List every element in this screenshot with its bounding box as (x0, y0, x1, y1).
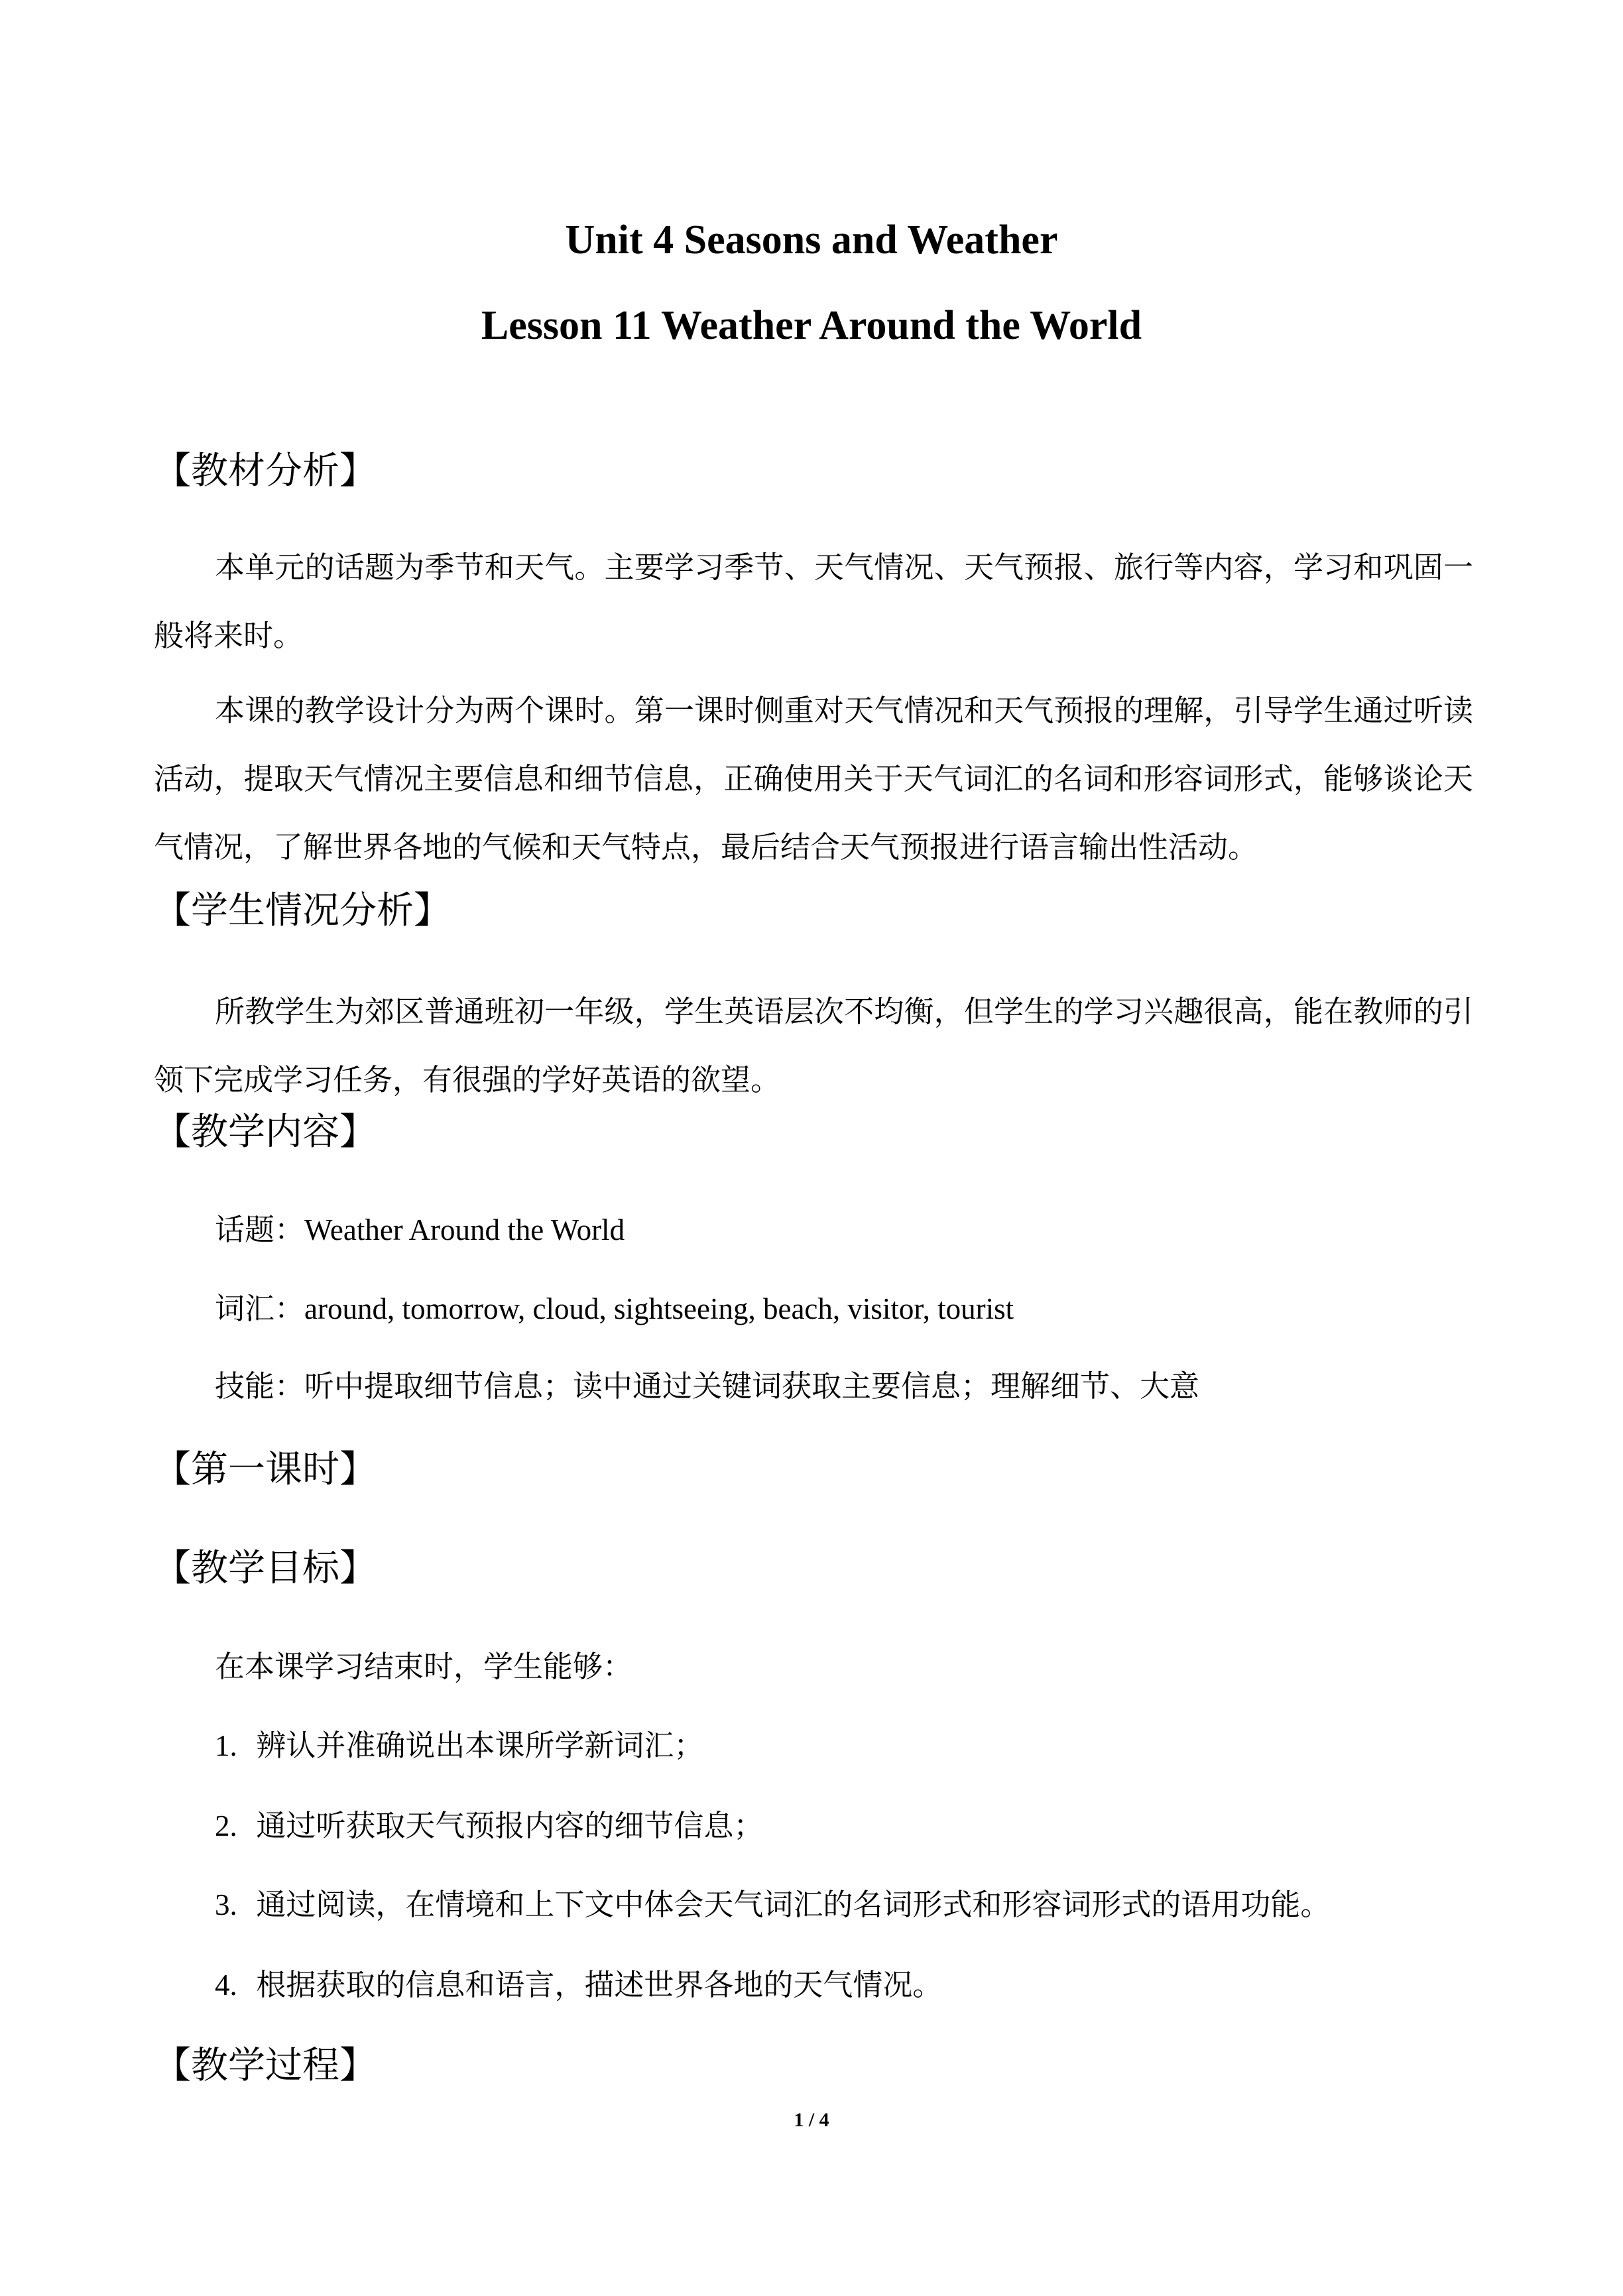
objective-item (215, 1882, 1330, 1928)
lesson-title: Lesson 11 Weather Around the World (481, 303, 1142, 348)
heading-first-period: 【第一课时】 (154, 1448, 377, 1491)
page-number: 1 / 4 (794, 2109, 829, 2131)
topic-label: 话题： (215, 1212, 305, 1247)
material-analysis-paragraph-1: 本单元的话题为季节和天气。主要学习季节、天气情况、天气预报、旅行等内容，学习和巩固一般将来时。 (154, 550, 1473, 653)
heading-teaching-objectives: 【教学目标】 (154, 1547, 377, 1590)
objective-number: 1. (215, 1729, 237, 1762)
skills-value: 听中提取细节信息；读中通过关键词获取主要信息；理解细节、大意 (304, 1368, 1200, 1404)
topic-value: Weather Around the World (304, 1213, 625, 1246)
objective-number: 2. (215, 1809, 237, 1843)
vocabulary-line (215, 1286, 1014, 1332)
unit-title: Unit 4 Seasons and Weather (565, 217, 1058, 263)
heading-teaching-content: 【教学内容】 (154, 1111, 377, 1154)
objective-text: 辨认并准确说出本课所学新词汇； (256, 1728, 704, 1763)
objective-number: 4. (215, 1968, 237, 2002)
objectives-intro: 在本课学习结束时，学生能够： (215, 1649, 633, 1684)
topic-line (215, 1207, 625, 1253)
objective-text: 通过听获取天气预报内容的细节信息； (256, 1808, 764, 1843)
material-analysis-paragraph-2: 本课的教学设计分为两个课时。第一课时侧重对天气情况和天气预报的理解，引导学生通过听读活动，提取天气情况主要信息和细节信息，正确使用关于天气词汇的名词和形容词形式，能够谈论天气情况，了解世界各地的气候和天气特点，最后结合天气预报进行语言输出性活动。 (154, 693, 1473, 865)
skills-label: 技能： (215, 1368, 305, 1404)
heading-student-analysis: 【学生情况分析】 (154, 889, 451, 932)
vocabulary-value: around, tomorrow, cloud, sightseeing, beach, visitor, tourist (304, 1292, 1014, 1325)
objective-item (215, 1803, 763, 1849)
objective-item (215, 1722, 703, 1769)
objective-number: 3. (215, 1888, 237, 1921)
objective-text: 根据获取的信息和语言，描述世界各地的天气情况。 (256, 1967, 943, 2002)
student-analysis-paragraph: 所教学生为郊区普通班初一年级，学生英语层次不均衡，但学生的学习兴趣很高，能在教师的引领下完成学习任务，有很强的学好英语的欲望。 (154, 994, 1473, 1097)
skills-line (215, 1363, 1199, 1410)
objective-text: 通过阅读，在情境和上下文中体会天气词汇的名词形式和形容词形式的语用功能。 (256, 1887, 1331, 1922)
heading-teaching-process: 【教学过程】 (154, 2044, 377, 2087)
heading-material-analysis: 【教材分析】 (154, 450, 377, 493)
vocabulary-label: 词汇： (215, 1291, 305, 1326)
objective-item (215, 1962, 942, 2008)
